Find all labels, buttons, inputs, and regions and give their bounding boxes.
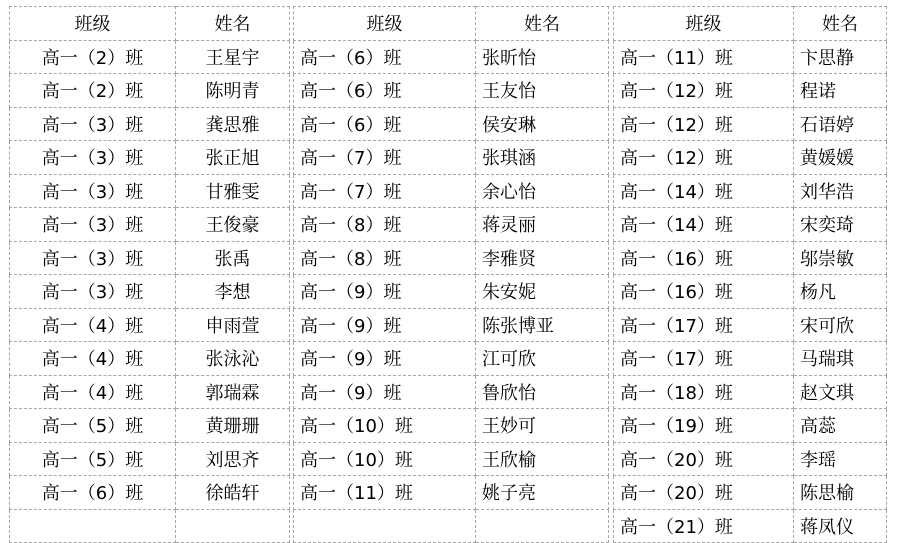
class-cell: 高一（6）班 (10, 476, 176, 510)
name-cell: 马瑞琪 (794, 342, 887, 376)
class-cell: 高一（7）班 (294, 141, 476, 175)
name-cell: 徐皓轩 (176, 476, 290, 510)
name-cell: 黄珊珊 (176, 409, 290, 443)
class-cell: 高一（6）班 (294, 107, 476, 141)
class-cell: 高一（14）班 (614, 208, 794, 242)
table-row (294, 141, 609, 175)
table-row (10, 74, 290, 108)
class-cell: 高一（11）班 (614, 40, 794, 74)
table-row (10, 476, 290, 510)
table-row (10, 342, 290, 376)
class-cell: 高一（9）班 (294, 342, 476, 376)
table-row (294, 74, 609, 108)
name-cell: 张琪涵 (476, 141, 609, 175)
class-cell: 高一（7）班 (294, 174, 476, 208)
name-cell: 石语婷 (794, 107, 887, 141)
header-class: 班级 (10, 7, 176, 41)
header-row (294, 7, 609, 41)
name-cell: 张禹 (176, 241, 290, 275)
table-row (614, 275, 887, 309)
name-cell: 蒋凤仪 (794, 509, 887, 543)
table-row (10, 208, 290, 242)
name-cell: 王欣榆 (476, 442, 609, 476)
name-cell: 陈思榆 (794, 476, 887, 510)
name-cell: 程诺 (794, 74, 887, 108)
name-cell: 宋可欣 (794, 308, 887, 342)
class-cell: 高一（14）班 (614, 174, 794, 208)
table-row (294, 241, 609, 275)
class-cell: 高一（10）班 (294, 409, 476, 443)
header-name: 姓名 (176, 7, 290, 41)
class-cell: 高一（3）班 (10, 208, 176, 242)
class-cell: 高一（9）班 (294, 308, 476, 342)
table-row (10, 107, 290, 141)
table-row (294, 107, 609, 141)
name-cell: 蒋灵丽 (476, 208, 609, 242)
roster-table-1 (9, 6, 290, 543)
table-row (294, 275, 609, 309)
table-row (10, 40, 290, 74)
class-cell: 高一（9）班 (294, 275, 476, 309)
header-class: 班级 (294, 7, 476, 41)
table-row (294, 308, 609, 342)
name-cell: 王星宇 (176, 40, 290, 74)
class-cell: 高一（17）班 (614, 342, 794, 376)
class-cell: 高一（8）班 (294, 208, 476, 242)
header-class: 班级 (614, 7, 794, 41)
name-cell: 龚思雅 (176, 107, 290, 141)
class-cell: 高一（6）班 (294, 40, 476, 74)
table-row (614, 107, 887, 141)
class-cell: 高一（5）班 (10, 409, 176, 443)
table-row (614, 74, 887, 108)
name-cell: 李雅贤 (476, 241, 609, 275)
name-cell: 赵文琪 (794, 375, 887, 409)
table-row (294, 442, 609, 476)
class-cell: 高一（4）班 (10, 342, 176, 376)
header-name: 姓名 (476, 7, 609, 41)
class-cell: 高一（4）班 (10, 308, 176, 342)
name-cell: 卞思静 (794, 40, 887, 74)
name-cell: 张泳沁 (176, 342, 290, 376)
table-row (614, 40, 887, 74)
table-row (614, 308, 887, 342)
table-row (614, 509, 887, 543)
name-cell: 杨凡 (794, 275, 887, 309)
table-row (614, 375, 887, 409)
name-cell: 邬崇敏 (794, 241, 887, 275)
table-row (10, 509, 290, 543)
class-cell: 高一（3）班 (10, 107, 176, 141)
name-cell: 李瑶 (794, 442, 887, 476)
class-cell: 高一（16）班 (614, 275, 794, 309)
class-cell: 高一（3）班 (10, 174, 176, 208)
class-cell: 高一（11）班 (294, 476, 476, 510)
table-row (10, 409, 290, 443)
class-cell: 高一（17）班 (614, 308, 794, 342)
table-row (614, 342, 887, 376)
table-row (294, 40, 609, 74)
roster-table-3 (613, 6, 887, 543)
class-cell: 高一（16）班 (614, 241, 794, 275)
table-row (614, 174, 887, 208)
name-cell: 余心怡 (476, 174, 609, 208)
name-cell: 姚子亮 (476, 476, 609, 510)
class-cell: 高一（21）班 (614, 509, 794, 543)
header-row (10, 7, 290, 41)
table-row (10, 141, 290, 175)
name-cell: 申雨萱 (176, 308, 290, 342)
table-row (10, 375, 290, 409)
class-cell (10, 509, 176, 543)
name-cell: 甘雅雯 (176, 174, 290, 208)
table-row (614, 208, 887, 242)
class-cell (294, 509, 476, 543)
table-row (10, 308, 290, 342)
header-row (614, 7, 887, 41)
table-row (614, 409, 887, 443)
table-row (614, 141, 887, 175)
roster-tables (9, 6, 900, 543)
class-cell: 高一（3）班 (10, 241, 176, 275)
class-cell: 高一（6）班 (294, 74, 476, 108)
class-cell: 高一（9）班 (294, 375, 476, 409)
class-cell: 高一（12）班 (614, 141, 794, 175)
roster-table-2 (293, 6, 609, 543)
name-cell: 朱安妮 (476, 275, 609, 309)
name-cell: 江可欣 (476, 342, 609, 376)
class-cell: 高一（2）班 (10, 74, 176, 108)
class-cell: 高一（12）班 (614, 74, 794, 108)
table-row (614, 476, 887, 510)
name-cell: 鲁欣怡 (476, 375, 609, 409)
class-cell: 高一（12）班 (614, 107, 794, 141)
table-row (294, 476, 609, 510)
name-cell: 刘思齐 (176, 442, 290, 476)
table-row (294, 342, 609, 376)
name-cell: 王俊豪 (176, 208, 290, 242)
name-cell: 陈张博亚 (476, 308, 609, 342)
table-row (10, 241, 290, 275)
name-cell: 侯安琳 (476, 107, 609, 141)
table-row (294, 409, 609, 443)
name-cell: 张正旭 (176, 141, 290, 175)
table-row (614, 442, 887, 476)
class-cell: 高一（2）班 (10, 40, 176, 74)
class-cell: 高一（5）班 (10, 442, 176, 476)
name-cell: 王友怡 (476, 74, 609, 108)
table-row (10, 174, 290, 208)
name-cell: 高蕊 (794, 409, 887, 443)
name-cell: 张昕怡 (476, 40, 609, 74)
table-row (10, 442, 290, 476)
name-cell: 刘华浩 (794, 174, 887, 208)
class-cell: 高一（10）班 (294, 442, 476, 476)
name-cell: 宋奕琦 (794, 208, 887, 242)
table-row (294, 509, 609, 543)
name-cell: 郭瑞霖 (176, 375, 290, 409)
name-cell: 李想 (176, 275, 290, 309)
class-cell: 高一（3）班 (10, 275, 176, 309)
name-cell: 王妙可 (476, 409, 609, 443)
class-cell: 高一（20）班 (614, 442, 794, 476)
class-cell: 高一（20）班 (614, 476, 794, 510)
class-cell: 高一（19）班 (614, 409, 794, 443)
class-cell: 高一（8）班 (294, 241, 476, 275)
table-row (10, 275, 290, 309)
table-row (294, 208, 609, 242)
header-name: 姓名 (794, 7, 887, 41)
name-cell (476, 509, 609, 543)
table-row (294, 375, 609, 409)
class-cell: 高一（3）班 (10, 141, 176, 175)
class-cell: 高一（4）班 (10, 375, 176, 409)
table-row (614, 241, 887, 275)
class-cell: 高一（18）班 (614, 375, 794, 409)
name-cell: 陈明青 (176, 74, 290, 108)
name-cell: 黄媛媛 (794, 141, 887, 175)
name-cell (176, 509, 290, 543)
table-row (294, 174, 609, 208)
